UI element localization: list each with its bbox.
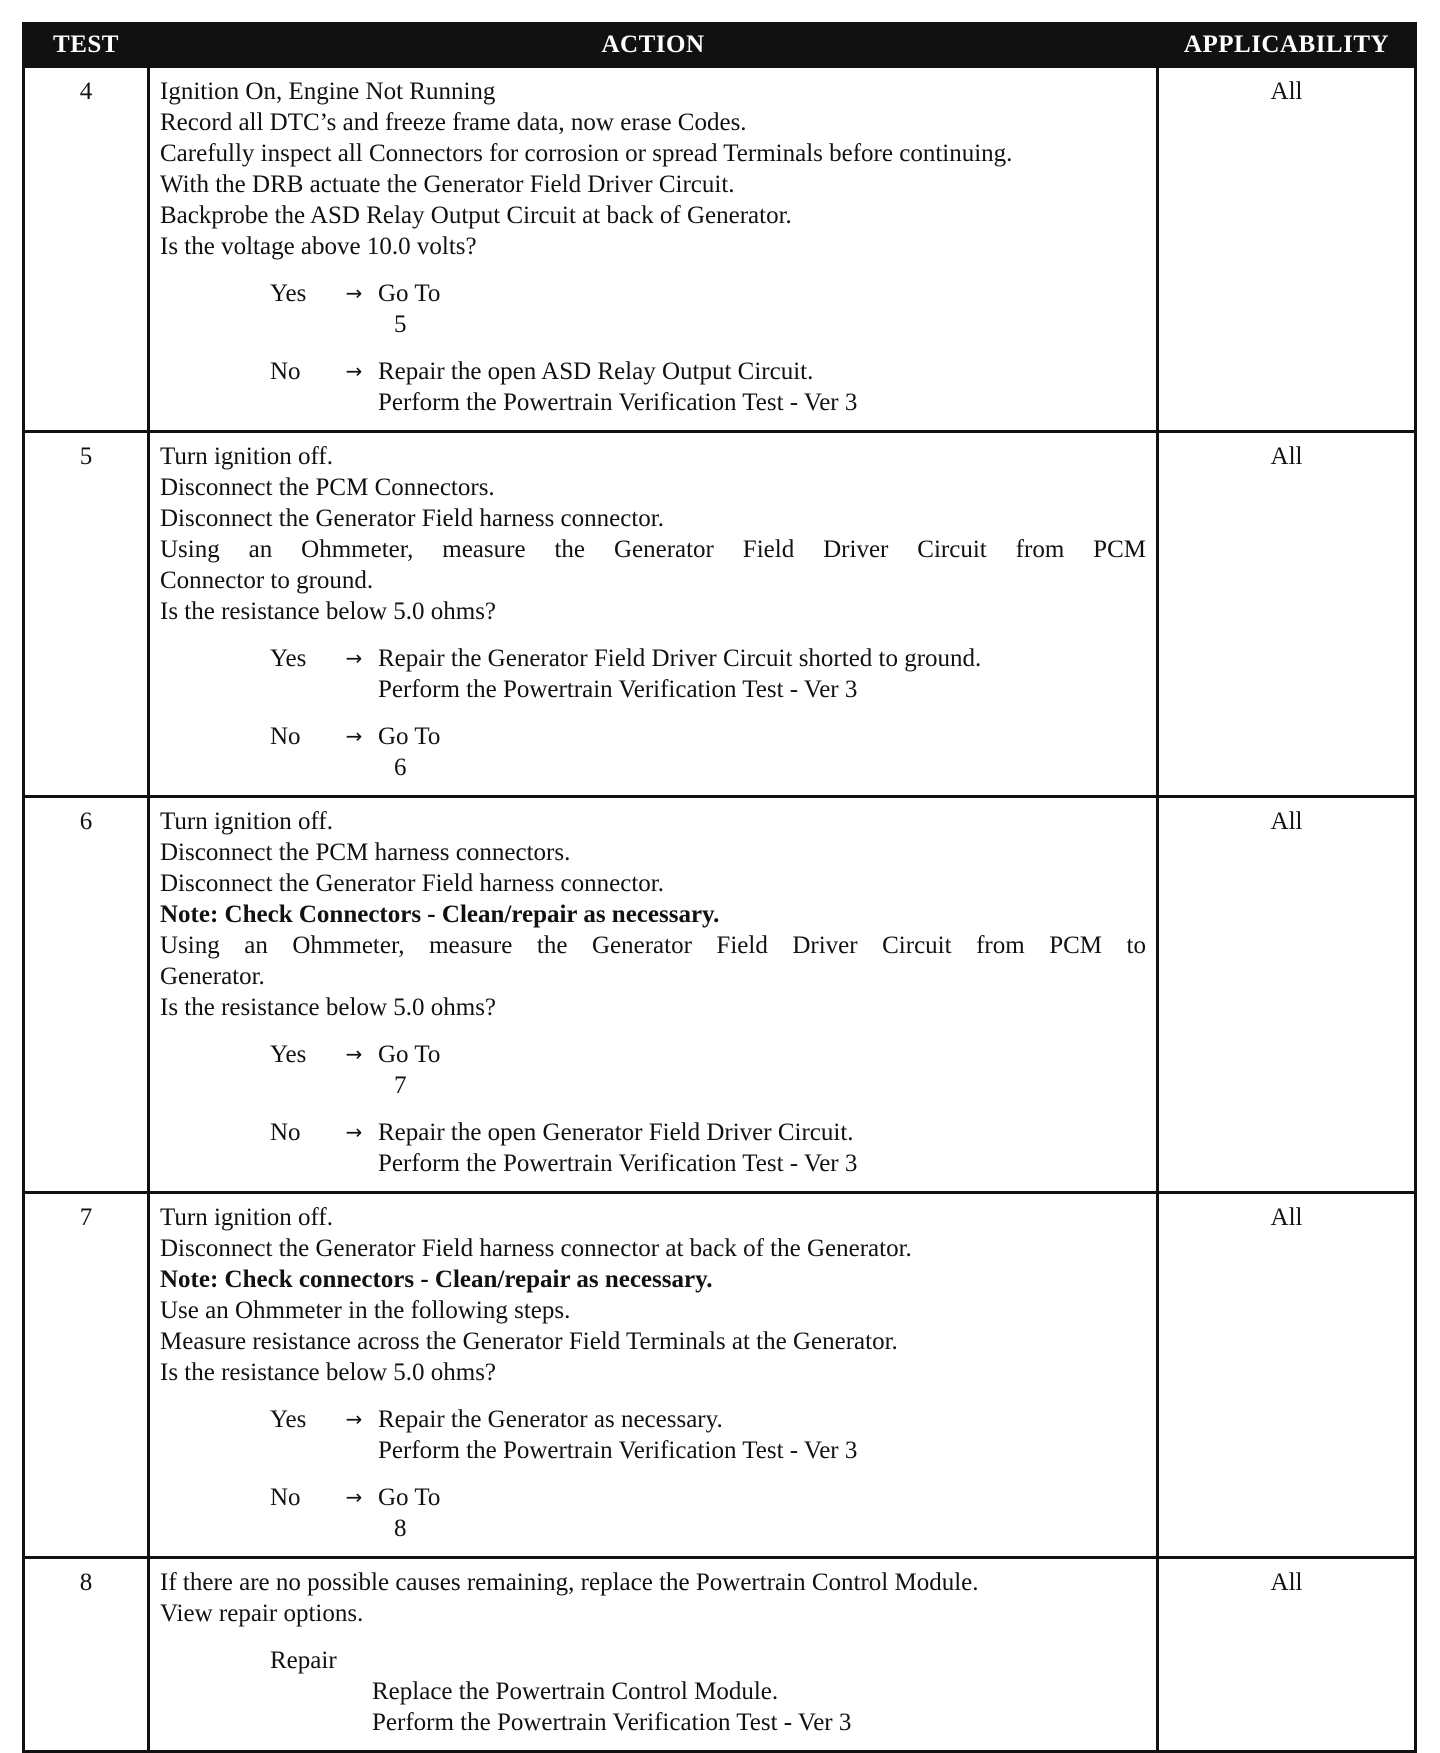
answer-options [160,278,1146,418]
yes-answer [270,1404,1146,1466]
goto-label: Go To [378,723,441,750]
goto-number: 5 [394,311,407,338]
applicability-cell: All [1158,67,1416,432]
repair-line: Perform the Powertrain Verification Test - Ver 3 [372,1709,852,1736]
yes-label: Yes [270,1406,307,1433]
step-line: Is the voltage above 10.0 volts? [160,233,477,260]
yes-answer [270,278,1146,340]
step-line: Turn ignition off. [160,443,333,470]
note-line: Note: Check Connectors - Clean/repair as necessary. [160,901,720,928]
goto-line [378,1482,1146,1544]
result-line: Repair the open Generator Field Driver Circuit. [378,1119,854,1146]
right-arrow-icon: → [345,724,363,748]
no-answer [270,721,1146,783]
step-line: Generator. [160,963,265,990]
step-line: Record all DTC’s and freeze frame data, now erase Codes. [160,109,747,136]
no-result [378,721,1146,783]
action-cell [149,1193,1158,1558]
goto-line [378,721,1146,783]
test-number: 4 [24,67,149,432]
header-action: ACTION [149,24,1158,67]
action-cell [149,67,1158,432]
step-line: Measure resistance across the Generator Field Terminals at the Generator. [160,1328,898,1355]
applicability-cell: All [1158,797,1416,1193]
table-row [24,432,1416,797]
action-cell [149,1558,1158,1752]
step-line: Using an Ohmmeter, measure the Generator Field Driver Circuit from PCM to [160,932,1146,959]
result-line: Perform the Powertrain Verification Test - Ver 3 [378,1437,858,1464]
goto-label: Go To [378,280,441,307]
action-cell [149,432,1158,797]
right-arrow-icon: → [345,1120,363,1144]
test-number: 5 [24,432,149,797]
right-arrow-icon: → [345,1485,363,1509]
yes-result [378,1404,1146,1466]
right-arrow-icon: → [345,1042,363,1066]
yes-result [378,1039,1146,1101]
action-cell [149,797,1158,1193]
test-number: 7 [24,1193,149,1558]
step-line: Disconnect the Generator Field harness connector at back of the Generator. [160,1235,912,1262]
no-label: No [270,1119,301,1146]
table-row [24,1193,1416,1558]
applicability-cell: All [1158,432,1416,797]
test-number: 6 [24,797,149,1193]
step-line: If there are no possible causes remaining, replace the Powertrain Control Module. [160,1569,979,1596]
step-line: Turn ignition off. [160,808,333,835]
step-line: Disconnect the PCM Connectors. [160,474,495,501]
no-answer [270,1117,1146,1179]
step-line: Is the resistance below 5.0 ohms? [160,994,497,1021]
table-row [24,67,1416,432]
note-line: Note: Check connectors - Clean/repair as necessary. [160,1266,713,1293]
yes-label: Yes [270,280,307,307]
right-arrow-icon: → [345,359,363,383]
yes-label: Yes [270,645,307,672]
header-applicability: APPLICABILITY [1158,24,1416,67]
goto-line [378,278,1146,340]
table-row [24,797,1416,1193]
header-test: TEST [24,24,149,67]
step-line: Disconnect the PCM harness connectors. [160,839,571,866]
table-row [24,1558,1416,1752]
diagnostic-test-table [22,22,1417,1753]
no-label: No [270,723,301,750]
step-line: Backprobe the ASD Relay Output Circuit at back of Generator. [160,202,792,229]
table-header-row [24,24,1416,67]
step-line: Disconnect the Generator Field harness connector. [160,870,664,897]
result-line: Perform the Powertrain Verification Test - Ver 3 [378,676,858,703]
right-arrow-icon: → [345,646,363,670]
yes-answer [270,1039,1146,1101]
step-line: Ignition On, Engine Not Running [160,78,496,105]
goto-number: 7 [394,1072,407,1099]
step-line: Carefully inspect all Connectors for corrosion or spread Terminals before continuing. [160,140,1013,167]
goto-number: 6 [394,754,407,781]
goto-line [378,1039,1146,1101]
step-line: Is the resistance below 5.0 ohms? [160,598,497,625]
goto-label: Go To [378,1484,441,1511]
repair-line: Replace the Powertrain Control Module. [372,1678,779,1705]
no-result [378,1117,1146,1179]
no-label: No [270,1484,301,1511]
step-line: View repair options. [160,1600,364,1627]
repair-options [160,1645,1146,1738]
test-number: 8 [24,1558,149,1752]
result-line: Repair the open ASD Relay Output Circuit. [378,358,814,385]
step-line: Use an Ohmmeter in the following steps. [160,1297,571,1324]
yes-label: Yes [270,1041,307,1068]
step-line: Disconnect the Generator Field harness connector. [160,505,664,532]
goto-label: Go To [378,1041,441,1068]
step-line: Using an Ohmmeter, measure the Generator Field Driver Circuit from PCM [160,536,1146,563]
result-line: Perform the Powertrain Verification Test - Ver 3 [378,1150,858,1177]
answer-options [160,1039,1146,1179]
right-arrow-icon: → [345,281,363,305]
no-answer [270,356,1146,418]
yes-result [378,643,1146,705]
applicability-cell: All [1158,1193,1416,1558]
yes-result [378,278,1146,340]
goto-number: 8 [394,1515,407,1542]
step-line: Connector to ground. [160,567,374,594]
answer-options [160,643,1146,783]
no-result [378,1482,1146,1544]
no-result [378,356,1146,418]
right-arrow-icon: → [345,1407,363,1431]
result-line: Repair the Generator as necessary. [378,1406,723,1433]
answer-options [160,1404,1146,1544]
step-line: Turn ignition off. [160,1204,333,1231]
step-line: With the DRB actuate the Generator Field Driver Circuit. [160,171,735,198]
repair-label: Repair [270,1647,337,1674]
no-answer [270,1482,1146,1544]
result-line: Repair the Generator Field Driver Circuit shorted to ground. [378,645,982,672]
applicability-cell: All [1158,1558,1416,1752]
step-line: Is the resistance below 5.0 ohms? [160,1359,497,1386]
repair-steps [270,1676,1146,1738]
yes-answer [270,643,1146,705]
no-label: No [270,358,301,385]
result-line: Perform the Powertrain Verification Test - Ver 3 [378,389,858,416]
